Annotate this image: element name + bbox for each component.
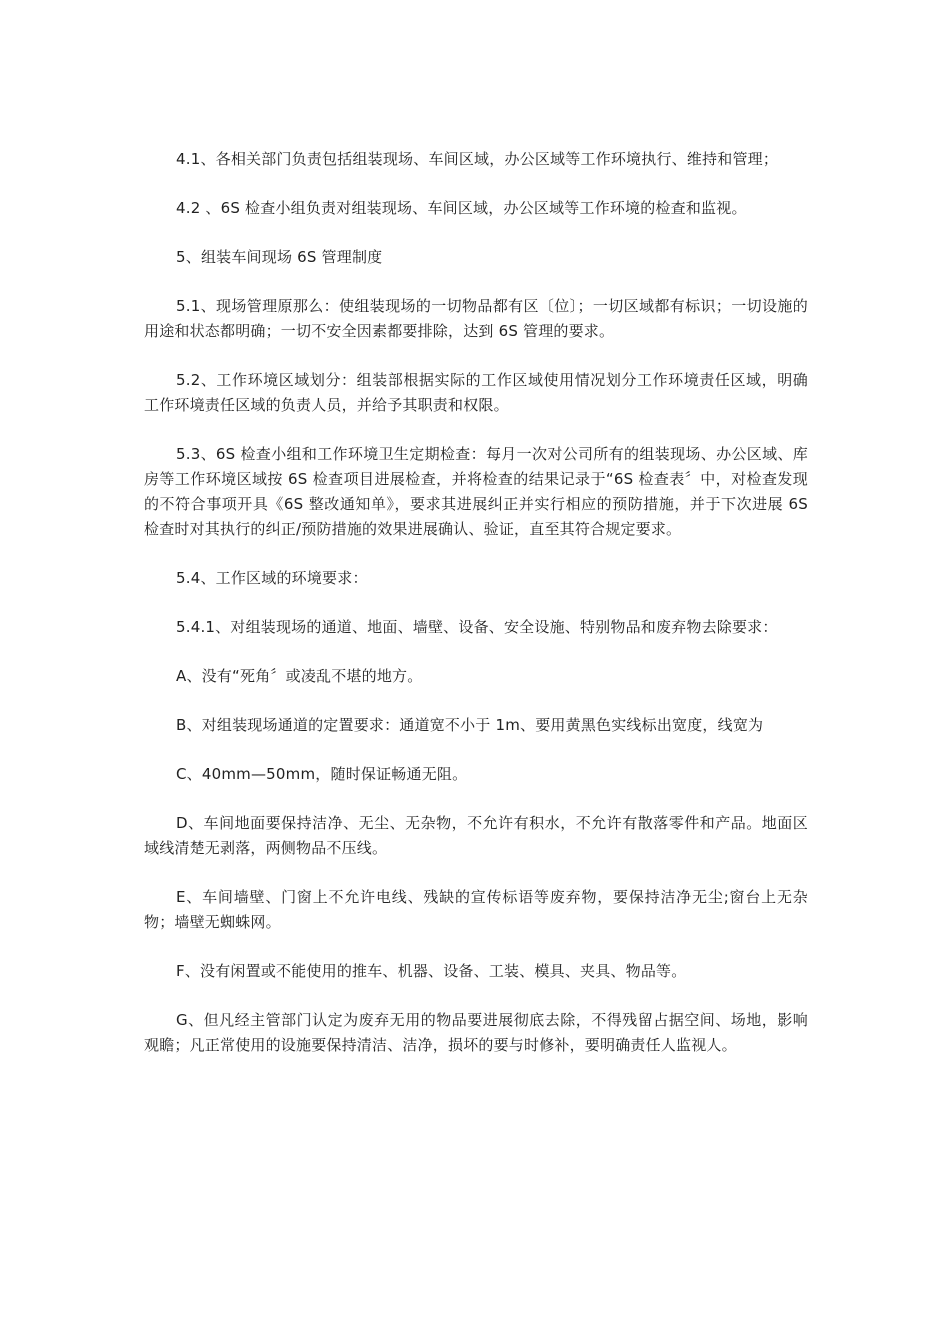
paragraph-4-2: 4.2 、6S 检查小组负责对组装现场、车间区域，办公区域等工作环境的检查和监视。 <box>176 199 747 217</box>
document-page <box>144 147 808 1082</box>
paragraph-4-1: 4.1、各相关部门负责包括组装现场、车间区域，办公区域等工作环境执行、维持和管理； <box>176 150 779 168</box>
item-b: B、对组装现场通道的定置要求：通道宽不小于 1m、要用黄黑色实线标出宽度，线宽为 <box>176 716 764 734</box>
section-heading-5: 5、组装车间现场 6S 管理制度 <box>176 248 383 266</box>
item-a: A、没有“死角〞或凌乱不堪的地方。 <box>176 667 423 685</box>
item-f: F、没有闲置或不能使用的推车、机器、设备、工装、模具、夹具、物品等。 <box>176 962 687 980</box>
paragraph-5-4-1: 5.4.1、对组装现场的通道、地面、墙壁、设备、安全设施、特别物品和废弃物去除要求： <box>176 618 778 636</box>
item-e: E、车间墙壁、门窗上不允许电线、残缺的宣传标语等废弃物，要保持洁净无尘;窗台上无杂物；墙壁无蜘蛛网。 <box>144 888 808 931</box>
paragraph-5-1: 5.1、现场管理原那么：使组装现场的一切物品都有区〔位〕；一切区域都有标识；一切设施的用途和状态都明确；一切不安全因素都要排除，达到 6S 管理的要求。 <box>144 297 808 340</box>
paragraph-5-2: 5.2、工作环境区域划分：组装部根据实际的工作区域使用情况划分工作环境责任区域，明确工作环境责任区域的负责人员，并给予其职责和权限。 <box>144 371 808 414</box>
paragraph-5-4: 5.4、工作区域的环境要求： <box>176 569 368 587</box>
item-g: G、但凡经主管部门认定为废弃无用的物品要进展彻底去除，不得残留占据空间、场地，影响观瞻；凡正常使用的设施要保持清洁、洁净，损坏的要与时修补，要明确责任人监视人。 <box>144 1011 808 1054</box>
paragraph-5-3: 5.3、6S 检查小组和工作环境卫生定期检查：每月一次对公司所有的组装现场、办公区域、库房等工作环境区域按 6S 检查项目进展检查，并将检查的结果记录于“6S 检查表〞中，对检查发现的不符合事项开具《6S 整改通知单》，要求其进展纠正并实行相应的预防措施，并于下次进展 6S 检查时对其执行的纠正/预防措施的效果进展确认、验证，直至其符合规定要求。 <box>144 445 808 538</box>
item-c: C、40mm—50mm，随时保证畅通无阻。 <box>176 765 468 783</box>
item-d: D、车间地面要保持洁净、无尘、无杂物，不允许有积水，不允许有散落零件和产品。地面区域线清楚无剥落，两侧物品不压线。 <box>144 814 808 857</box>
